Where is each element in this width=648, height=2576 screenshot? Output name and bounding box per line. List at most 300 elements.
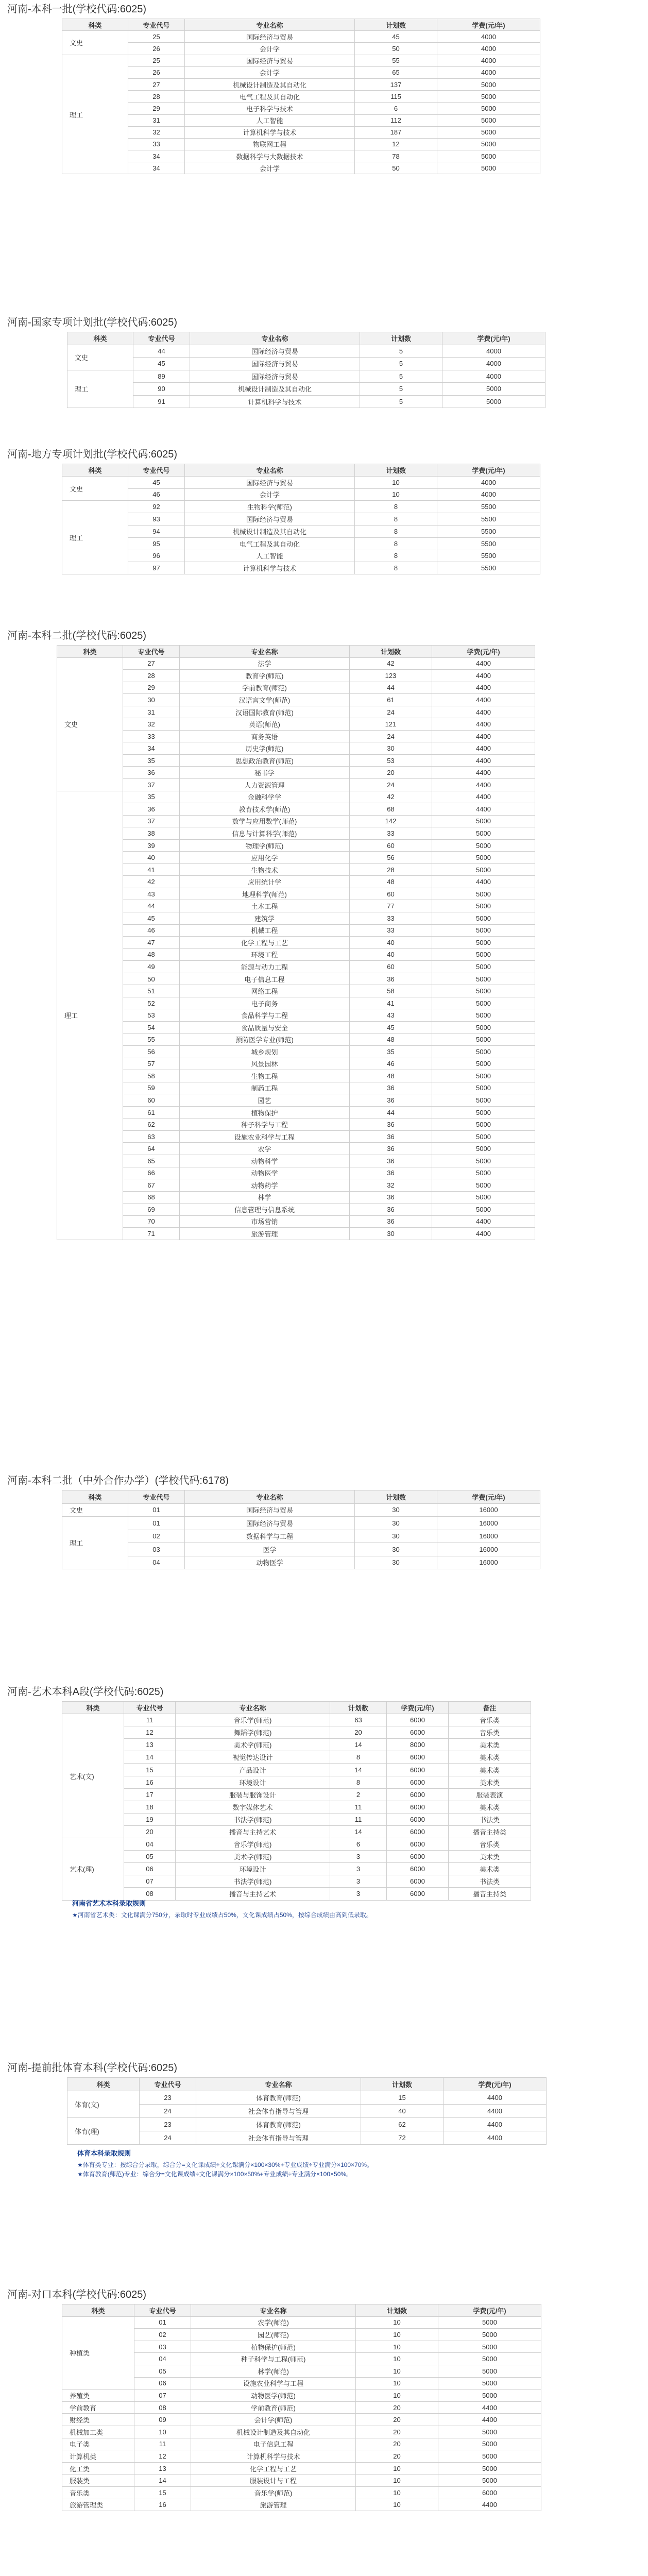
table-cell: 68 (123, 1191, 180, 1204)
table-cell: 4400 (444, 2131, 547, 2145)
table-row (62, 43, 540, 55)
table-cell: 36 (350, 973, 432, 985)
table-cell: 4400 (432, 876, 535, 888)
column-header: 专业名称 (185, 464, 355, 477)
category-cell: 化工类 (62, 2462, 134, 2475)
table-cell: 28 (350, 863, 432, 876)
table-row (62, 488, 540, 501)
table-cell: 68 (350, 803, 432, 816)
column-header: 学费(元/年) (437, 464, 540, 477)
table-cell: 5500 (437, 501, 540, 513)
table-cell: 45 (355, 31, 437, 43)
column-header: 计划数 (330, 1702, 387, 1714)
table-cell: 汉语国际教育(师范) (180, 706, 350, 718)
table-cell: 音乐学(师范) (176, 1714, 330, 1726)
table-cell: 6000 (387, 1875, 449, 1888)
table-cell: 书法类 (449, 1875, 531, 1888)
table-cell: 5000 (432, 1191, 535, 1204)
table-cell: 5000 (432, 827, 535, 840)
table-cell: 5000 (432, 1033, 535, 1046)
table-row (62, 114, 540, 126)
column-header: 专业代号 (128, 464, 185, 477)
table-cell: 37 (123, 779, 180, 791)
table-cell: 36 (350, 1191, 432, 1204)
table-cell: 8 (330, 1776, 387, 1788)
table-row (62, 2401, 541, 2414)
table-cell: 28 (128, 91, 185, 103)
table-cell: 风景园林 (180, 1058, 350, 1070)
table-cell: 国际经济与贸易 (185, 55, 355, 66)
table-cell: 电子商务 (180, 997, 350, 1009)
table-row (57, 1228, 535, 1240)
table-cell: 园艺(师范) (191, 2329, 356, 2341)
table-cell: 商务英语 (180, 730, 350, 742)
table-cell: 社会体育指导与管理 (196, 2105, 361, 2118)
table-cell: 会计学(师范) (191, 2414, 356, 2426)
table-cell: 书法学(师范) (176, 1875, 330, 1888)
table-cell: 环境工程 (180, 948, 350, 961)
table-cell: 4400 (438, 2499, 541, 2511)
table-cell: 4400 (432, 682, 535, 694)
table-cell: 37 (123, 815, 180, 827)
table-cell: 5000 (437, 91, 540, 103)
table-cell: 5000 (438, 2450, 541, 2463)
column-header: 计划数 (360, 332, 442, 345)
table-row (57, 682, 535, 694)
table-cell: 04 (124, 1838, 176, 1851)
table-cell: 16000 (437, 1503, 540, 1517)
table-cell: 14 (330, 1764, 387, 1776)
table-cell: 历史学(师范) (180, 742, 350, 755)
table-cell: 47 (123, 937, 180, 949)
table-cell: 种子科学与工程 (180, 1118, 350, 1131)
plan-table (62, 19, 540, 174)
table-cell: 4400 (432, 754, 535, 767)
section-title: 河南-本科一批(学校代码:6025) (7, 4, 147, 15)
table-row (57, 985, 535, 997)
table-cell: 动物药学 (180, 1179, 350, 1192)
column-header: 专业名称 (191, 2304, 356, 2317)
table-cell: 社会体育指导与管理 (196, 2131, 361, 2145)
category-cell: 文史 (62, 31, 128, 55)
table-cell: 4400 (432, 1215, 535, 1228)
table-cell: 33 (128, 138, 185, 150)
table-cell: 5000 (432, 863, 535, 876)
table-cell: 5500 (437, 525, 540, 537)
table-cell: 20 (350, 767, 432, 779)
table-row (62, 2462, 541, 2475)
table-row (57, 1094, 535, 1107)
table-cell: 10 (356, 2329, 438, 2341)
table-cell: 46 (123, 924, 180, 937)
table-cell: 国际经济与贸易 (185, 476, 355, 488)
column-header: 专业代号 (128, 19, 185, 31)
table-cell: 01 (134, 2316, 191, 2329)
table-cell: 112 (355, 114, 437, 126)
table-cell: 5000 (432, 888, 535, 900)
table-row (62, 31, 540, 43)
table-cell: 舞蹈学(师范) (176, 1726, 330, 1739)
table-cell: 25 (128, 31, 185, 43)
table-row (62, 138, 540, 150)
plan-table (62, 1701, 531, 1901)
table-cell: 38 (123, 827, 180, 840)
section-title: 河南-本科二批(学校代码:6025) (7, 630, 147, 641)
table-cell: 07 (134, 2389, 191, 2402)
table-cell: 播音与主持艺术 (176, 1888, 330, 1900)
column-header: 学费(元/年) (437, 1490, 540, 1504)
table-cell: 信息与计算科学(师范) (180, 827, 350, 840)
table-cell: 学前教育(师范) (191, 2401, 356, 2414)
table-row (62, 1851, 531, 1863)
table-row (57, 670, 535, 682)
section-title: 河南-本科二批（中外合作办学）(学校代码:6178) (7, 1475, 229, 1486)
column-header: 专业代号 (124, 1702, 176, 1714)
table-row (57, 730, 535, 742)
table-cell: 34 (128, 162, 185, 174)
table-row (62, 103, 540, 114)
table-cell: 18 (124, 1801, 176, 1813)
table-cell: 94 (128, 525, 185, 537)
table-row (62, 2426, 541, 2438)
table-cell: 63 (123, 1130, 180, 1143)
table-cell: 123 (350, 670, 432, 682)
table-cell: 30 (355, 1543, 437, 1556)
table-cell: 体育教育(师范) (196, 2118, 361, 2131)
table-cell: 40 (361, 2105, 444, 2118)
table-cell: 金融科学学 (180, 791, 350, 803)
column-header: 专业名称 (196, 2078, 361, 2091)
table-cell: 会计学 (185, 488, 355, 501)
table-row (62, 2316, 541, 2329)
table-row (62, 562, 540, 574)
table-cell: 16000 (437, 1517, 540, 1530)
table-cell: 林学(师范) (191, 2365, 356, 2377)
table-cell: 20 (356, 2401, 438, 2414)
table-cell: 6000 (387, 1888, 449, 1900)
table-cell: 30 (355, 1530, 437, 1543)
category-cell: 文史 (67, 345, 133, 370)
table-cell: 5000 (432, 1021, 535, 1033)
table-cell: 4400 (432, 706, 535, 718)
column-header: 专业名称 (190, 332, 360, 345)
table-cell: 45 (123, 912, 180, 925)
rules-line: ★河南省艺术类：文化课满分750分，录取时专业成绩占50%，文化课成绩占50%，按综合成绩由高到低录取。 (72, 1911, 372, 1919)
column-header: 科类 (62, 1490, 128, 1504)
table-cell: 服装设计与工程 (191, 2475, 356, 2487)
table-cell: 数字媒体艺术 (176, 1801, 330, 1813)
category-cell: 文史 (57, 657, 123, 791)
table-cell: 5000 (432, 961, 535, 973)
table-cell: 播音主持类 (449, 1825, 531, 1838)
table-cell: 53 (123, 1009, 180, 1022)
table-cell: 45 (350, 1021, 432, 1033)
table-cell: 57 (123, 1058, 180, 1070)
table-cell: 5000 (432, 839, 535, 852)
table-row (62, 2475, 541, 2487)
table-row (62, 1726, 531, 1739)
category-cell: 文史 (62, 476, 128, 501)
table-cell: 5000 (438, 2475, 541, 2487)
category-cell: 学前教育 (62, 2401, 134, 2414)
table-row (62, 550, 540, 562)
table-cell: 10 (356, 2475, 438, 2487)
table-cell: 5000 (438, 2329, 541, 2341)
section-3 (0, 629, 648, 1239)
table-cell: 5000 (432, 1155, 535, 1167)
table-cell: 10 (356, 2341, 438, 2353)
table-cell: 30 (350, 742, 432, 755)
table-cell: 5000 (442, 395, 545, 408)
table-cell: 16000 (437, 1530, 540, 1543)
table-cell: 4400 (438, 2414, 541, 2426)
table-cell: 33 (350, 912, 432, 925)
table-row (62, 1503, 540, 1517)
table-cell: 物联网工程 (185, 138, 355, 150)
table-cell: 41 (350, 997, 432, 1009)
table-cell: 8 (355, 537, 437, 550)
table-cell: 食品质量与安全 (180, 1021, 350, 1033)
table-cell: 6000 (387, 1776, 449, 1788)
table-cell: 31 (123, 706, 180, 718)
table-cell: 4000 (437, 488, 540, 501)
table-cell: 生物工程 (180, 1070, 350, 1082)
rules-title: 河南省艺术本科录取规则 (72, 1899, 146, 1907)
column-header: 科类 (62, 464, 128, 477)
table-row (57, 1204, 535, 1216)
table-cell: 30 (355, 1556, 437, 1569)
table-cell: 27 (123, 657, 180, 670)
table-cell: 5000 (432, 815, 535, 827)
table-cell: 8 (355, 501, 437, 513)
plan-table (67, 2077, 547, 2145)
table-cell: 04 (128, 1556, 185, 1569)
table-cell: 秘书学 (180, 767, 350, 779)
table-cell: 15 (134, 2486, 191, 2499)
table-cell: 01 (128, 1517, 185, 1530)
table-cell: 33 (350, 924, 432, 937)
table-cell: 30 (350, 1228, 432, 1240)
column-header: 科类 (67, 332, 133, 345)
table-cell: 机械设计制造及其自动化 (191, 2426, 356, 2438)
table-cell: 教育学(师范) (180, 670, 350, 682)
category-cell: 旅游管理类 (62, 2499, 134, 2511)
table-cell: 20 (356, 2414, 438, 2426)
table-row (62, 1530, 540, 1543)
table-cell: 4400 (444, 2118, 547, 2131)
column-header: 计划数 (350, 646, 432, 658)
table-cell: 39 (123, 839, 180, 852)
table-cell: 机械设计制造及其自动化 (185, 525, 355, 537)
table-cell: 55 (123, 1033, 180, 1046)
table-cell: 5500 (437, 550, 540, 562)
table-row (57, 779, 535, 791)
table-cell: 农学(师范) (191, 2316, 356, 2329)
table-cell: 20 (124, 1825, 176, 1838)
table-row (62, 1751, 531, 1764)
table-cell: 10 (356, 2486, 438, 2499)
table-cell: 5000 (432, 1130, 535, 1143)
table-cell: 63 (330, 1714, 387, 1726)
table-cell: 53 (350, 754, 432, 767)
table-row (62, 91, 540, 103)
table-cell: 植物保护(师范) (191, 2341, 356, 2353)
table-cell: 62 (123, 1118, 180, 1131)
table-cell: 农学 (180, 1143, 350, 1155)
table-row (67, 358, 545, 370)
table-row (57, 924, 535, 937)
table-cell: 01 (128, 1503, 185, 1517)
table-cell: 旅游管理 (180, 1228, 350, 1240)
table-cell: 44 (350, 682, 432, 694)
table-cell: 美术类 (449, 1739, 531, 1751)
table-cell: 国际经济与贸易 (185, 1503, 355, 1517)
table-row (57, 1130, 535, 1143)
table-cell: 书法类 (449, 1813, 531, 1825)
table-cell: 8 (355, 525, 437, 537)
column-header: 科类 (57, 646, 123, 658)
table-cell: 17 (124, 1788, 176, 1801)
column-header: 专业代号 (123, 646, 180, 658)
table-cell: 4400 (432, 803, 535, 816)
table-cell: 会计学 (185, 43, 355, 55)
table-cell: 03 (128, 1543, 185, 1556)
table-cell: 6000 (387, 1801, 449, 1813)
table-row (67, 2091, 547, 2105)
table-row (62, 1517, 540, 1530)
table-cell: 27 (128, 78, 185, 90)
column-header: 计划数 (355, 464, 437, 477)
table-cell: 137 (355, 78, 437, 90)
table-cell: 60 (123, 1094, 180, 1107)
table-row (57, 1070, 535, 1082)
table-cell: 6000 (387, 1764, 449, 1776)
table-row (62, 501, 540, 513)
table-row (62, 1863, 531, 1875)
table-cell: 人力资源管理 (180, 779, 350, 791)
table-cell: 49 (123, 961, 180, 973)
table-cell: 36 (350, 1130, 432, 1143)
table-cell: 35 (123, 754, 180, 767)
table-row (57, 1009, 535, 1022)
table-cell: 6000 (387, 1714, 449, 1726)
table-cell: 产品设计 (176, 1764, 330, 1776)
table-row (62, 2329, 541, 2341)
table-cell: 58 (350, 985, 432, 997)
table-cell: 6 (330, 1838, 387, 1851)
table-cell: 5000 (437, 138, 540, 150)
table-cell: 5000 (432, 1143, 535, 1155)
table-cell: 40 (350, 948, 432, 961)
table-cell: 5 (360, 358, 442, 370)
table-cell: 35 (123, 791, 180, 803)
table-cell: 3 (330, 1888, 387, 1900)
table-row (62, 2414, 541, 2426)
table-cell: 英语(师范) (180, 718, 350, 731)
table-cell: 3 (330, 1863, 387, 1875)
table-row (57, 912, 535, 925)
column-header: 专业名称 (185, 1490, 355, 1504)
table-cell: 42 (350, 657, 432, 670)
table-row (62, 1888, 531, 1900)
table-cell: 10 (355, 476, 437, 488)
table-cell: 24 (140, 2131, 196, 2145)
table-cell: 5000 (432, 1070, 535, 1082)
table-row (57, 803, 535, 816)
table-cell: 97 (128, 562, 185, 574)
table-cell: 播音与主持艺术 (176, 1825, 330, 1838)
column-header: 专业代号 (128, 1490, 185, 1504)
rules-note (77, 2149, 373, 2179)
table-cell: 56 (350, 852, 432, 864)
category-cell: 电子类 (62, 2438, 134, 2450)
table-cell: 4400 (432, 767, 535, 779)
table-cell: 4400 (432, 694, 535, 706)
table-cell: 5000 (438, 2316, 541, 2329)
table-cell: 电气工程及其自动化 (185, 91, 355, 103)
table-cell: 美术类 (449, 1751, 531, 1764)
table-cell: 机械设计制造及其自动化 (185, 78, 355, 90)
table-cell: 8 (355, 513, 437, 526)
table-cell: 6 (355, 103, 437, 114)
table-cell: 10 (134, 2426, 191, 2438)
table-cell: 美术学(师范) (176, 1739, 330, 1751)
plan-table (62, 2304, 541, 2511)
table-row (57, 706, 535, 718)
table-cell: 50 (355, 43, 437, 55)
table-cell: 92 (128, 501, 185, 513)
table-cell: 5000 (432, 937, 535, 949)
table-cell: 4400 (432, 742, 535, 755)
table-row (57, 1191, 535, 1204)
table-cell: 5000 (432, 973, 535, 985)
category-cell: 种植类 (62, 2316, 134, 2389)
table-cell: 59 (123, 1082, 180, 1094)
table-cell: 29 (123, 682, 180, 694)
table-cell: 美术类 (449, 1851, 531, 1863)
table-cell: 物理学(师范) (180, 839, 350, 852)
table-header-row (62, 464, 540, 477)
table-cell: 8 (355, 562, 437, 574)
table-cell: 20 (330, 1726, 387, 1739)
table-cell: 4400 (432, 791, 535, 803)
table-cell: 4000 (437, 55, 540, 66)
table-cell: 36 (123, 803, 180, 816)
table-header-row (62, 1702, 531, 1714)
table-row (62, 2486, 541, 2499)
table-cell: 4400 (432, 657, 535, 670)
table-cell: 4000 (437, 43, 540, 55)
table-row (62, 2353, 541, 2365)
table-cell: 音乐学(师范) (191, 2486, 356, 2499)
table-cell: 动物医学 (180, 1167, 350, 1179)
section-0 (0, 2, 648, 173)
table-cell: 土木工程 (180, 900, 350, 912)
table-cell: 5000 (442, 383, 545, 396)
table-cell: 5000 (432, 1082, 535, 1094)
column-header: 计划数 (355, 19, 437, 31)
table-cell: 国际经济与贸易 (190, 345, 360, 358)
table-cell: 6000 (387, 1851, 449, 1863)
table-cell: 06 (124, 1863, 176, 1875)
table-cell: 5000 (438, 2426, 541, 2438)
table-cell: 5000 (438, 2341, 541, 2353)
section-1 (0, 315, 648, 406)
table-cell: 30 (355, 1517, 437, 1530)
table-cell: 数学与应用数学(师范) (180, 815, 350, 827)
table-cell: 72 (361, 2131, 444, 2145)
table-cell: 89 (133, 370, 190, 383)
